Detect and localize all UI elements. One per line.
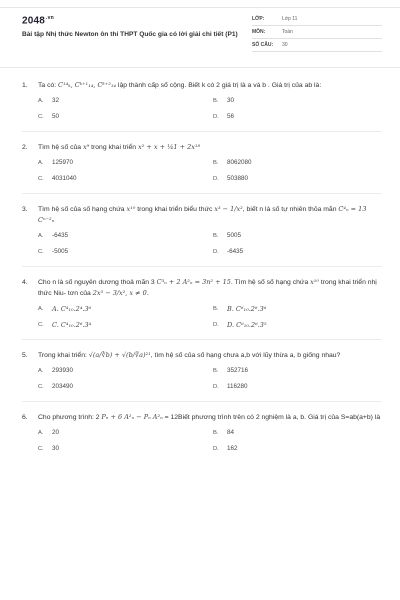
answer-option[interactable]: A. 20 (38, 429, 60, 436)
answer-option[interactable]: D. 503880 (213, 175, 249, 182)
site-logo[interactable] (22, 15, 54, 26)
math-expression: C³ₙ + 2 A²ₙ = 3n² + 15 (156, 278, 231, 286)
answer-option[interactable]: C. 30 (38, 445, 60, 452)
question-text: Ta có: C¹⁴ₖ, Cᵏ⁺¹₁₄, Cᵏ⁺²₁₄ lập thành cấp số cộng. Biết k có 2 giá trị là a và b . Giá trị của ab là: (38, 81, 322, 89)
question-divider (22, 131, 382, 132)
answer-option[interactable]: C. -5005 (38, 248, 69, 255)
math-expression: x³ − 1/x² (214, 205, 243, 213)
question-number: 1. (22, 82, 28, 89)
answer-option[interactable]: D. -6435 (213, 248, 244, 255)
header (22, 13, 382, 53)
question-text: Cho n là số nguyên dương thoả mãn 3 C³ₙ + 2 A²ₙ = 3n² + 15. Tìm hệ số số hạng chứa x¹⁰ trong khai triển nhị thức Niu- tơn của 2x³ − 3/x², x ≠ 0. (38, 278, 377, 297)
answer-options (38, 305, 382, 329)
question-number: 5. (22, 352, 28, 359)
document-title: Bài tập Nhị thức Newton ôn thi THPT Quốc gia có lời giải chi tiết (P1) (22, 31, 238, 38)
question-4 (22, 277, 382, 329)
question-list (22, 80, 382, 453)
math-expression: x¹⁰ (310, 278, 320, 286)
question-number: 3. (22, 206, 28, 213)
logo-text: 2048 (22, 15, 46, 27)
answer-options (38, 367, 382, 391)
math-expression: x² + x + ¼1 + 2x¹⁸ (137, 143, 201, 151)
answer-option[interactable]: C. C. C⁴₁₀.2⁶.3⁴ (38, 321, 92, 329)
meta-label: SỐ CÂU: (252, 42, 274, 48)
meta-label: MÔN: (252, 29, 266, 35)
question-text: Cho phương trình: 2 Pₙ + 6 A²ₙ − Pₙ A²ₙ = 12Biết phương trình trên có 2 nghiệm là a, b. Giá trị của S=ab(a+b) là (38, 413, 381, 421)
answer-option[interactable]: D. D. C⁶₁₀.2⁶.3⁵ (213, 321, 267, 329)
header-divider (0, 67, 400, 68)
question-number: 2. (22, 144, 28, 151)
answer-option[interactable]: C. 50 (38, 113, 60, 120)
math-expression: C⁴ₙ = 13 Cⁿ⁻²ₙ (38, 205, 367, 224)
answer-option[interactable]: D. 162 (213, 445, 238, 452)
meta-value: 30 (282, 42, 288, 48)
answer-option[interactable]: B. 352716 (213, 367, 249, 374)
meta-value: Toán (282, 29, 293, 35)
math-expression: x⁹ (82, 143, 90, 151)
question-2 (22, 142, 382, 183)
answer-option[interactable]: B. 84 (213, 429, 235, 436)
top-border (0, 0, 400, 8)
math-expression: C¹⁴ₖ, Cᵏ⁺¹₁₄, Cᵏ⁺²₁₄ (58, 81, 117, 89)
answer-option[interactable]: C. 203490 (38, 383, 74, 390)
answer-option[interactable]: A. 32 (38, 97, 60, 104)
math-expression: 2x³ − 3/x², x ≠ 0. (92, 289, 149, 297)
answer-option[interactable]: A. 125970 (38, 159, 74, 166)
meta-row-subject (252, 26, 382, 39)
answer-options (38, 159, 382, 183)
meta-value: Lớp 11 (282, 16, 298, 22)
answer-option[interactable]: A. A. C⁴₁₀.2⁴.3⁶ (38, 305, 92, 313)
answer-option[interactable]: A. -6435 (38, 232, 69, 239)
question-text: Tìm hệ số của số hạng chứa x¹⁰ trong khai triển biểu thức x³ − 1/x², biết n là số tự nhiên thỏa mãn C⁴ₙ = 13 Cⁿ⁻²ₙ (38, 205, 367, 224)
question-divider (22, 266, 382, 267)
answer-option[interactable]: B. 30 (213, 97, 235, 104)
question-6 (22, 412, 382, 453)
answer-options (38, 232, 382, 256)
question-divider (22, 193, 382, 194)
answer-option[interactable]: C. 4031040 (38, 175, 77, 182)
question-1 (22, 80, 382, 121)
math-expression: Pₙ + 6 A²ₙ − Pₙ A²ₙ (101, 413, 163, 421)
question-number: 6. (22, 414, 28, 421)
meta-label: LỚP: (252, 16, 265, 22)
question-number: 4. (22, 279, 28, 286)
math-expression: √(a/∛b) + √(b/∛a)²¹ (88, 351, 151, 359)
question-3 (22, 204, 382, 256)
answer-option[interactable]: D. 56 (213, 113, 235, 120)
answer-option[interactable]: B. 8062080 (213, 159, 252, 166)
answer-options (38, 429, 382, 453)
question-divider (22, 339, 382, 340)
meta-table (252, 13, 382, 52)
answer-option[interactable]: D. 116280 (213, 383, 248, 390)
answer-options (38, 97, 382, 121)
meta-row-class (252, 13, 382, 26)
question-5 (22, 350, 382, 391)
answer-option[interactable]: B. 5005 (213, 232, 242, 239)
question-divider (22, 401, 382, 402)
answer-option[interactable]: A. 293930 (38, 367, 74, 374)
answer-option[interactable]: B. B. C⁶₁₀.2⁶.3⁶ (213, 305, 267, 313)
question-text: Trong khai triển: √(a/∛b) + √(b/∛a)²¹, tìm hệ số của số hạng chưa a,b với lũy thừa a, b giống nhau? (38, 351, 341, 359)
logo-suffix: .vn (46, 15, 54, 21)
math-expression: x¹⁰ (126, 205, 136, 213)
question-text: Tìm hệ số của x⁹ trong khai triển x² + x + ¼1 + 2x¹⁸ (38, 143, 201, 151)
meta-row-count (252, 39, 382, 52)
